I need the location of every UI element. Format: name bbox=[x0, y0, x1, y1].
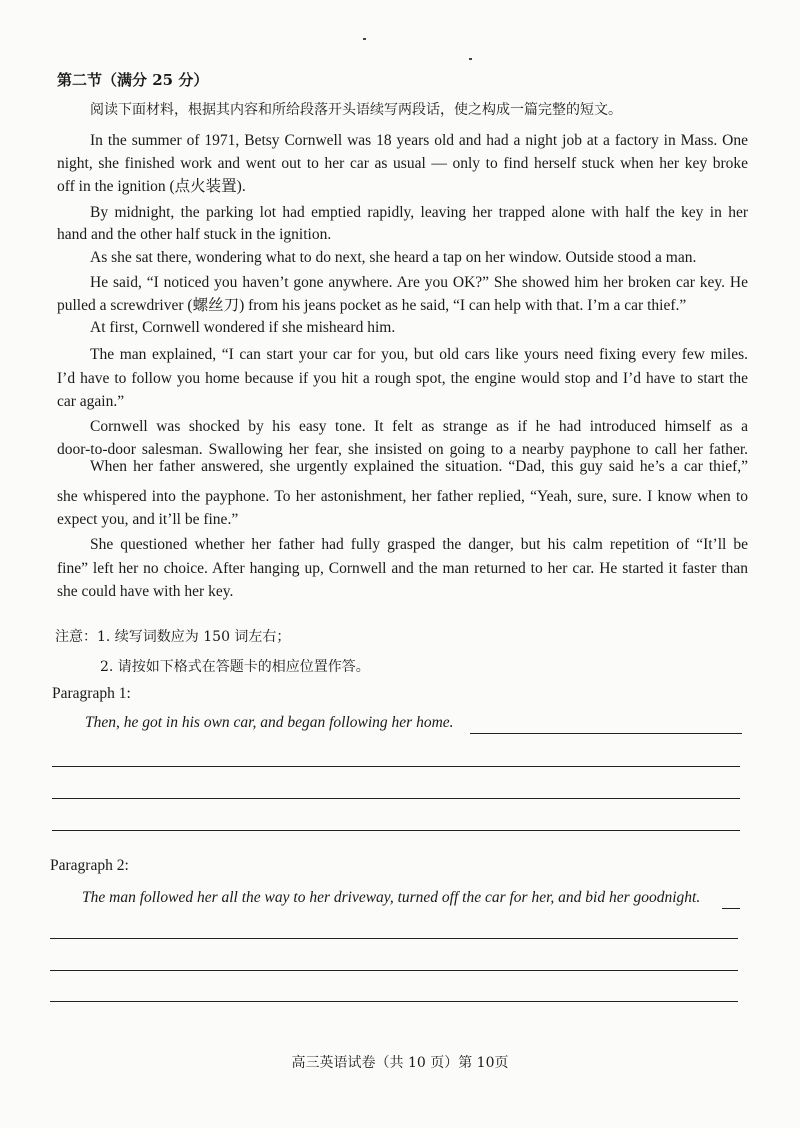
passage-line: Cornwell was shocked by his easy tone. It felt as strange as if he had introduced himself as a bbox=[90, 418, 748, 435]
passage-line: When her father answered, she urgently explained the situation. “Dad, this guy said he’s a car thief,” bbox=[90, 458, 748, 475]
passage-line: She questioned whether her father had fully grasped the danger, but his calm repetition of “It’ll be bbox=[90, 536, 748, 553]
passage-line: off in the ignition (点火装置). bbox=[57, 178, 246, 195]
notes-label: 注意： bbox=[55, 629, 97, 645]
passage-line: As she sat there, wondering what to do next, she heard a tap on her window. Outside stood a man. bbox=[90, 249, 697, 266]
passage-line: The man explained, “I can start your car for you, but old cars like yours need fixing every few miles. bbox=[90, 346, 748, 363]
answer-line[interactable] bbox=[52, 766, 740, 767]
passage-line: He said, “I noticed you haven’t gone anywhere. Are you OK?” She showed him her broken car key. He bbox=[90, 274, 748, 291]
section-title: 第二节（满分 25 分） bbox=[57, 71, 209, 89]
answer-line[interactable] bbox=[50, 1001, 738, 1002]
passage-line: In the summer of 1971, Betsy Cornwell was 18 years old and had a night job at a factory in Mass. One bbox=[90, 132, 748, 149]
passage-line: I’d have to follow you home because if you hit a rough spot, the engine would stop and I’d have to start the bbox=[57, 370, 748, 387]
paragraph1-opening: Then, he got in his own car, and began following her home. bbox=[85, 714, 454, 731]
paragraph2-label: Paragraph 2: bbox=[50, 857, 129, 874]
passage-line: pulled a screwdriver (螺丝刀) from his jeans pocket as he said, “I can help with that. I’m a car thief.” bbox=[57, 297, 687, 314]
page-footer: 高三英语试卷（共 10 页）第 10页 bbox=[291, 1055, 509, 1071]
passage-line: expect you, and it’ll be fine.” bbox=[57, 511, 239, 528]
passage-line: door-to-door salesman. Swallowing her fear, she insisted on going to a nearby payphone to call her father. bbox=[57, 441, 748, 458]
paragraph1-label: Paragraph 1: bbox=[52, 685, 131, 702]
answer-line[interactable] bbox=[470, 733, 742, 734]
note-item: 2. 请按如下格式在答题卡的相应位置作答。 bbox=[100, 659, 370, 675]
scan-speck bbox=[363, 38, 366, 40]
instruction: 阅读下面材料，根据其内容和所给段落开头语续写两段话，使之构成一篇完整的短文。 bbox=[90, 102, 622, 118]
passage-line: car again.” bbox=[57, 393, 125, 410]
answer-line[interactable] bbox=[50, 938, 738, 939]
passage-line: At first, Cornwell wondered if she misheard him. bbox=[90, 319, 396, 336]
passage-line: By midnight, the parking lot had emptied rapidly, leaving her trapped alone with half the key in her bbox=[90, 204, 748, 221]
answer-line[interactable] bbox=[50, 970, 738, 971]
answer-line[interactable] bbox=[52, 798, 740, 799]
passage-line: hand and the other half stuck in the ignition. bbox=[57, 226, 332, 243]
paragraph2-opening: The man followed her all the way to her driveway, turned off the car for her, and bid her goodnight. bbox=[82, 889, 701, 906]
scan-speck bbox=[469, 58, 472, 60]
passage-line: she could have with her key. bbox=[57, 583, 234, 600]
passage-line: night, she finished work and went out to her car as usual — only to find herself stuck when her key broke bbox=[57, 155, 748, 172]
passage-line: fine” left her no choice. After hanging up, Cornwell and the man returned to her car. He started it faster than bbox=[57, 560, 748, 577]
answer-line[interactable] bbox=[52, 830, 740, 831]
passage-line: she whispered into the payphone. To her astonishment, her father replied, “Yeah, sure, sure. I know when to bbox=[57, 488, 748, 505]
notes bbox=[55, 627, 746, 647]
note-item: 1. 续写词数应为 150 词左右； bbox=[97, 629, 291, 645]
answer-line[interactable] bbox=[722, 908, 740, 909]
